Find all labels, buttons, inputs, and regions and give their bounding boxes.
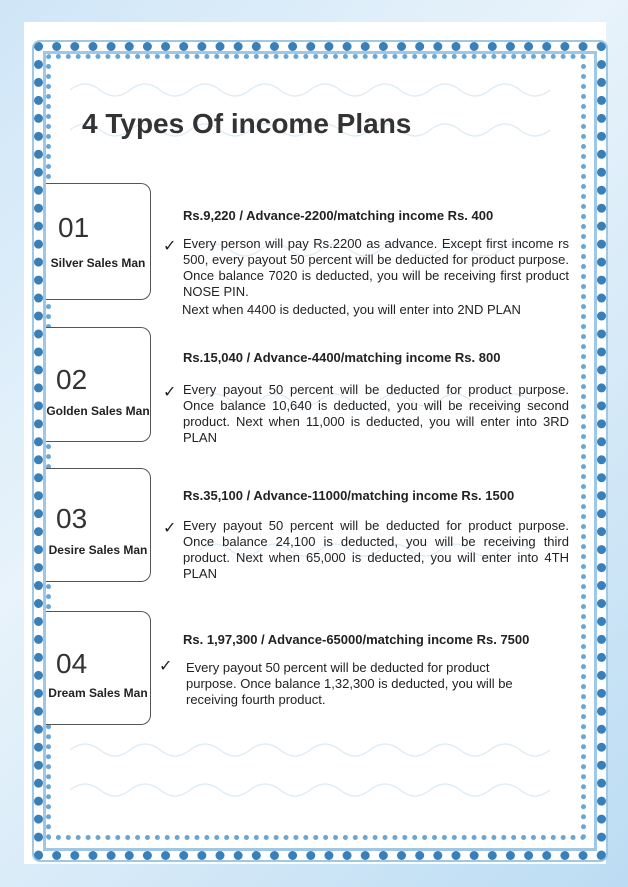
plan-next-step: Next when 4400 is deducted, you will enter into 2ND PLAN — [182, 302, 521, 317]
plan-number: 01 — [58, 212, 90, 243]
page-title: 4 Types Of income Plans — [82, 108, 412, 139]
plan-name: Golden Sales Man — [46, 404, 150, 418]
plan-heading: Rs. 1,97,300 / Advance-65000/matching income Rs. 7500 — [183, 632, 530, 647]
check-icon: ✓ — [163, 238, 177, 255]
check-icon: ✓ — [163, 384, 177, 401]
plan-card-3 — [46, 468, 151, 582]
plan-description: Every person will pay Rs.2200 as advance. Except first income rs 500, every payout 50 percent will be deducted for product purpose. Once balance 7020 is deducted, you will be receiving first product NOSE PIN. — [183, 236, 569, 299]
plan-heading: Rs.15,040 / Advance-4400/matching income Rs. 800 — [183, 350, 501, 365]
plan-name: Silver Sales Man — [50, 256, 146, 270]
plan-description: Every payout 50 percent will be deducted for product purpose. Once balance 24,100 is deducted, you will be receiving third product. Next when 65,000 is deducted, you will enter into 4TH PLAN — [183, 518, 569, 581]
plan-number: 04 — [56, 648, 88, 679]
plan-card-4 — [46, 611, 151, 725]
plan-number: 02 — [56, 364, 88, 395]
plan-card-2 — [46, 327, 151, 442]
plan-heading: Rs.9,220 / Advance-2200/matching income Rs. 400 — [183, 208, 494, 223]
plan-name: Dream Sales Man — [48, 686, 148, 700]
plan-description: Every payout 50 percent will be deducted for product purpose. Once balance 1,32,300 is deducted, you will be receiving fourth product. — [186, 660, 513, 707]
check-icon: ✓ — [159, 658, 173, 675]
plan-number: 03 — [56, 503, 88, 534]
plan-heading: Rs.35,100 / Advance-11000/matching income Rs. 1500 — [183, 488, 515, 503]
plan-description: Every payout 50 percent will be deducted for product purpose. Once balance 10,640 is deducted, you will be receiving second product. Next when 11,000 is deducted, you will enter into 3RD PLAN — [183, 382, 569, 445]
check-icon: ✓ — [163, 520, 177, 537]
plan-name: Desire Sales Man — [48, 543, 148, 557]
plan-card-1 — [46, 183, 151, 300]
